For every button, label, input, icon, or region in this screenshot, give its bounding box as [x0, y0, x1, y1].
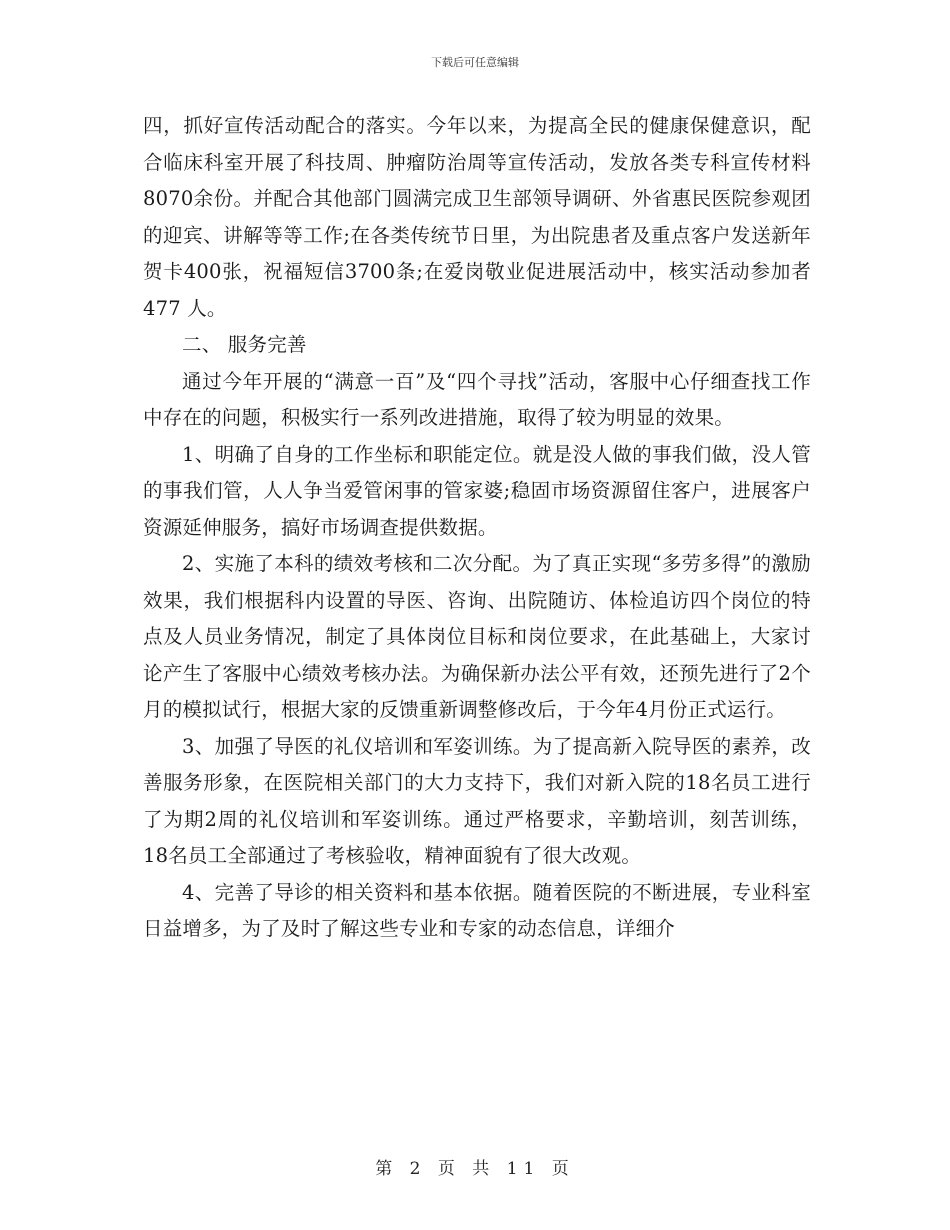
section-heading-service: 二、 服务完善	[182, 333, 307, 356]
paragraph-item-4: 4、完善了导诊的相关资料和基本依据。随着医院的不断进展，专业科室日益增多，为了及时了解这些专业和专家的动态信息，详细介	[143, 880, 811, 940]
header-note: 下载后可任意编辑	[431, 56, 519, 69]
paragraph-publicity: 四，抓好宣传活动配合的落实。今年以来，为提高全民的健康保健意识，配合临床科室开展了科技周、肿瘤防治周等宣传活动，发放各类专科宣传材料8070余份。并配合其他部门圆满完成卫生部领导调研、外省惠民医院参观团的迎宾、讲解等等工作;在各类传统节日里，为出院患者及重点客户发送新年贺卡400张，祝福短信3700条;在爱岗敬业促进展活动中，核实活动参加者477 人。	[143, 114, 811, 320]
paragraph-service-intro: 通过今年开展的“满意一百”及“四个寻找”活动，客服中心仔细查找工作中存在的问题，积极实行一系列改进措施，取得了较为明显的效果。	[143, 369, 811, 429]
page-number: 第 2 页 共 11 页	[375, 1159, 575, 1179]
paragraph-item-2: 2、实施了本科的绩效考核和二次分配。为了真正实现“多劳多得”的激励效果，我们根据科内设置的导医、咨询、出院随访、体检追访四个岗位的特点及人员业务情况，制定了具体岗位目标和岗位要求，在此基础上，大家讨论产生了客服中心绩效考核办法。为确保新办法公平有效，还预先进行了2个月的模拟试行，根据大家的反馈重新调整修改后，于今年4月份正式运行。	[143, 552, 811, 721]
paragraph-item-1: 1、明确了自身的工作坐标和职能定位。就是没人做的事我们做，没人管的事我们管，人人争当爱管闲事的管家婆;稳固市场资源留住客户，进展客户资源延伸服务，搞好市场调查提供数据。	[143, 442, 811, 539]
paragraph-item-3: 3、加强了导医的礼仪培训和军姿训练。为了提高新入院导医的素养，改善服务形象，在医院相关部门的大力支持下，我们对新入院的18名员工进行了为期2周的礼仪培训和军姿训练。通过严格要求，辛勤培训，刻苦训练，18名员工全部通过了考核验收，精神面貌有了很大改观。	[143, 734, 811, 867]
document-body	[143, 108, 811, 948]
